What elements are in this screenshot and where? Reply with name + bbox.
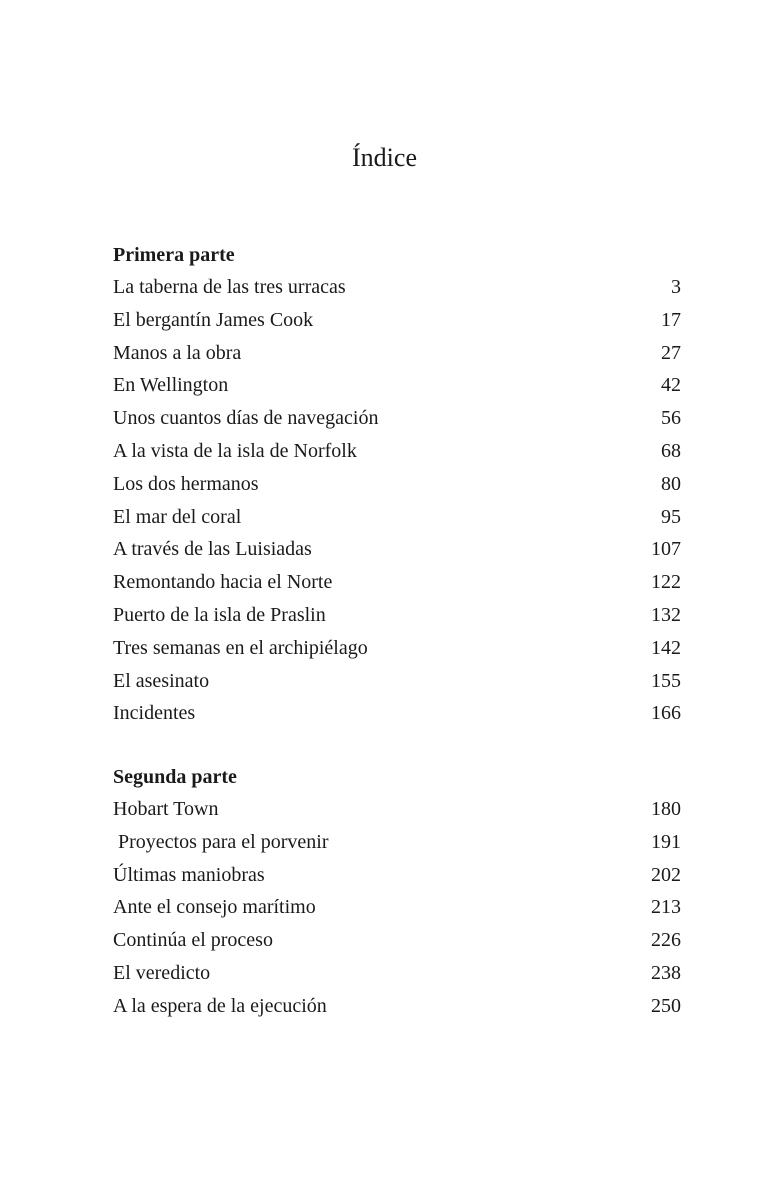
toc-entry-title: Proyectos para el porvenir [113, 830, 329, 853]
toc-entry [113, 632, 681, 665]
toc-entry-page: 226 [651, 929, 681, 952]
toc-entry [113, 665, 681, 698]
toc-entry [113, 435, 681, 468]
toc-entry-page: 122 [651, 571, 681, 594]
toc-entry [113, 533, 681, 566]
part-heading: Segunda parte [113, 766, 237, 788]
toc-entry-page: 68 [661, 439, 681, 462]
toc-entry-title: El asesinato [113, 669, 210, 692]
toc-entry-page: 166 [651, 702, 681, 725]
toc-entry-title: Manos a la obra [113, 341, 242, 364]
toc-entry [113, 859, 681, 892]
toc-entry-page: 250 [651, 994, 681, 1017]
toc-entry-title: Unos cuantos días de navegación [113, 407, 379, 430]
toc-entry [113, 924, 681, 957]
part-primera [113, 239, 681, 730]
page-title: Índice [352, 143, 417, 172]
toc-entry-page: 191 [651, 830, 681, 853]
toc-entry-title: Tres semanas en el archipiélago [113, 636, 368, 659]
toc-entry [113, 369, 681, 402]
toc-entry [113, 402, 681, 435]
toc-entry-title: Remontando hacia el Norte [113, 571, 333, 594]
toc-entry-page: 56 [661, 407, 681, 430]
toc-entry-page: 80 [661, 472, 681, 495]
toc-entry-title: El bergantín James Cook [113, 308, 314, 331]
toc-entry [113, 891, 681, 924]
toc-entry-page: 3 [671, 276, 681, 298]
toc-entry-page: 202 [651, 863, 681, 886]
toc-entry-page: 107 [651, 538, 681, 561]
toc-entry [113, 990, 681, 1023]
toc-entry [113, 566, 681, 599]
toc-entry-page: 27 [661, 341, 681, 364]
toc-entry-page: 213 [651, 896, 681, 919]
toc-entry [113, 304, 681, 337]
toc-entry [113, 468, 681, 501]
toc-entry-title: A la espera de la ejecución [113, 994, 327, 1017]
toc-entry [113, 826, 681, 859]
toc-entry-page: 238 [651, 961, 681, 984]
toc-entry-title: La taberna de las tres urracas [113, 276, 346, 298]
toc-entry [113, 957, 681, 990]
toc-entry-title: Incidentes [113, 702, 196, 725]
toc-entry-title: En Wellington [113, 374, 229, 397]
toc-entry-title: Últimas maniobras [113, 863, 265, 886]
toc-entry-title: Los dos hermanos [113, 472, 259, 495]
toc-entry-page: 95 [661, 505, 681, 528]
toc-entry-title: Ante el consejo marítimo [113, 896, 316, 919]
toc-list [113, 271, 681, 730]
toc-entry-title: El veredicto [113, 961, 211, 984]
toc-entry-page: 155 [651, 669, 681, 692]
toc-entry-page: 132 [651, 603, 681, 626]
toc-entry [113, 697, 681, 730]
toc-entry [113, 271, 681, 304]
toc-list [113, 793, 681, 1023]
part-heading: Primera parte [113, 244, 235, 266]
toc-entry-page: 142 [651, 636, 681, 659]
toc-entry-page: 180 [651, 798, 681, 820]
toc-entry-title: Hobart Town [113, 798, 219, 820]
toc-entry [113, 793, 681, 826]
part-segunda [113, 761, 681, 1023]
toc-entry [113, 501, 681, 534]
toc-entry-page: 17 [661, 308, 681, 331]
toc-entry-title: A la vista de la isla de Norfolk [113, 439, 357, 462]
toc-entry [113, 337, 681, 370]
toc-entry-page: 42 [661, 374, 681, 397]
toc-entry-title: Continúa el proceso [113, 929, 273, 952]
toc-entry-title: Puerto de la isla de Praslin [113, 603, 326, 626]
toc-entry-title: A través de las Luisiadas [113, 538, 312, 561]
toc-entry-title: El mar del coral [113, 505, 242, 528]
toc-entry [113, 599, 681, 632]
